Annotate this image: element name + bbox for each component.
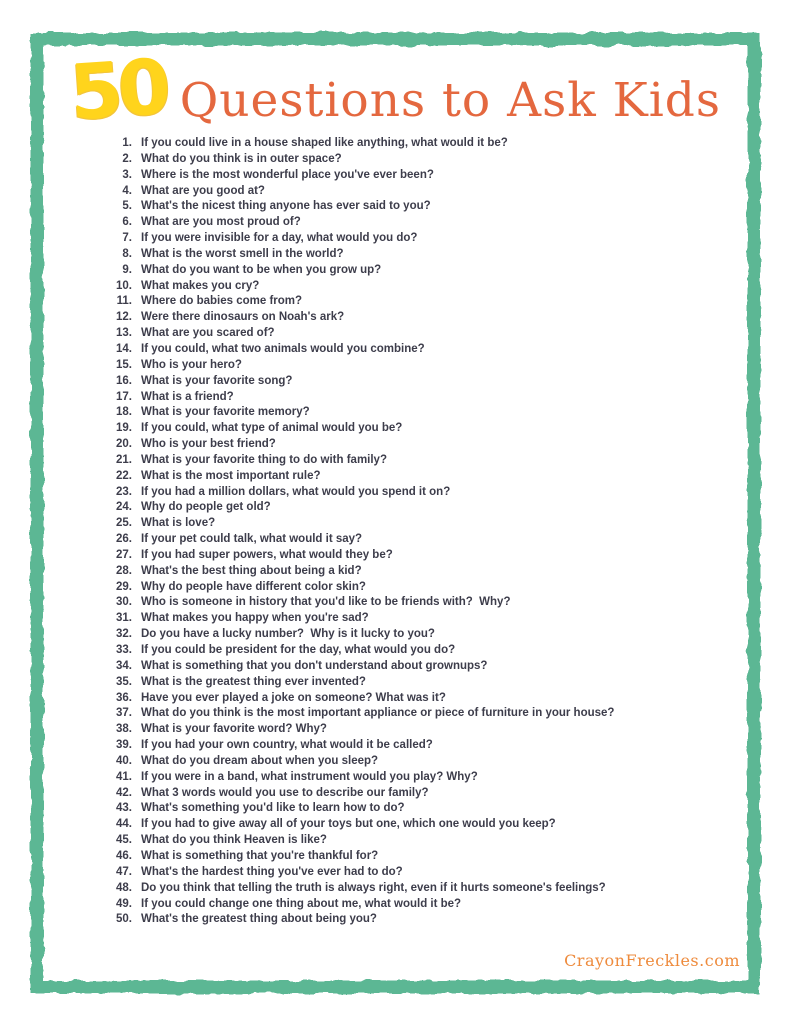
question-item [102,865,739,881]
question-item [102,152,739,168]
question-number: 41. [116,770,132,783]
question-text: What do you dream about when you sleep? [141,754,379,767]
question-text: What do you think is in outer space? [141,152,342,165]
question-item [102,627,739,643]
question-text: Do you think that telling the truth is always right, even if it hurts someone's feelings? [141,881,606,894]
question-item [102,564,739,580]
question-number: 44. [116,818,132,831]
question-number: 24. [116,501,132,514]
question-text: What is the most important rule? [141,469,321,482]
question-text: What 3 words would you use to describe our family? [141,786,429,799]
question-text: What do you think Heaven is like? [141,834,327,847]
question-text: If you were invisible for a day, what would you do? [141,232,418,245]
question-item [102,643,739,659]
question-item [102,247,739,263]
question-number: 23. [116,485,132,498]
question-number: 35. [116,675,132,688]
question-item [102,421,739,437]
question-number: 13. [116,327,132,340]
question-text: What is the worst smell in the world? [141,247,344,260]
question-number: 5. [122,200,132,213]
question-item [102,374,739,390]
question-item [102,722,739,738]
question-number: 36. [116,691,132,704]
question-number: 27. [116,548,132,561]
question-item [102,770,739,786]
question-number: 12. [116,311,132,324]
question-item [102,611,739,627]
question-item [102,833,739,849]
question-number: 48. [116,881,132,894]
question-text: What is your favorite thing to do with family? [141,453,387,466]
question-text: What is your favorite memory? [141,406,310,419]
question-text: What makes you cry? [141,279,260,292]
question-text: What is something that you're thankful for? [141,849,379,862]
question-item [102,453,739,469]
question-text: What's the nicest thing anyone has ever said to you? [141,200,431,213]
question-text: If your pet could talk, what would it say? [141,533,363,546]
question-item [102,548,739,564]
question-text: What is something that you don't understand about grownups? [141,659,488,672]
question-number: 45. [116,834,132,847]
question-text: What's the greatest thing about being you? [141,913,377,926]
question-item [102,215,739,231]
questions-list [102,136,739,928]
question-text: Where do babies come from? [141,295,303,308]
question-number: 46. [116,849,132,862]
question-number: 8. [122,247,132,260]
question-number: 32. [116,628,132,641]
question-text: If you had your own country, what would it be called? [141,739,433,752]
question-number: 49. [116,897,132,910]
question-text: Why do people have different color skin? [141,580,366,593]
question-number: 1. [122,137,132,149]
question-item [102,310,739,326]
question-number: 43. [116,802,132,815]
question-text: What are you good at? [141,184,265,197]
question-text: If you were in a band, what instrument would you play? Why? [141,770,478,783]
question-number: 19. [116,422,132,435]
question-item [102,912,739,928]
question-text: Who is your best friend? [141,438,276,451]
question-text: Who is your hero? [141,358,242,371]
question-number: 3. [122,168,132,181]
question-item [102,199,739,215]
question-item [102,358,739,374]
question-text: If you had a million dollars, what would you spend it on? [141,485,451,498]
question-number: 18. [116,406,132,419]
question-item [102,532,739,548]
question-number: 2. [122,152,132,165]
question-number: 22. [116,469,132,482]
question-number: 30. [116,596,132,609]
question-text: What makes you happy when you're sad? [141,612,369,625]
question-number: 17. [116,390,132,403]
site-credit: CrayonFreckles.com [564,951,740,970]
question-text: If you could be president for the day, what would you do? [141,644,456,656]
question-text: What are you scared of? [141,327,275,340]
question-number: 50. [116,913,132,926]
question-item [102,801,739,817]
question-text: What do you think is the most important appliance or piece of furniture in your house? [141,707,615,720]
question-item [102,342,739,358]
page-title [44,41,747,138]
question-number: 14. [116,342,132,355]
question-text: What's the best thing about being a kid? [141,564,362,577]
question-text: Why do people get old? [141,501,271,514]
question-text: What is the greatest thing ever invented? [141,675,366,688]
question-number: 26. [116,533,132,546]
question-number: 11. [116,295,132,308]
question-number: 40. [116,754,132,767]
question-item [102,263,739,279]
question-number: 25. [116,517,132,530]
question-number: 42. [116,786,132,799]
question-text: Who is someone in history that you'd like to be friends with? Why? [141,596,511,609]
question-item [102,691,739,707]
question-item [102,817,739,833]
title-number: 50 [66,41,169,138]
question-item [102,881,739,897]
question-number: 20. [116,438,132,451]
question-item [102,168,739,184]
question-number: 6. [122,216,132,229]
question-number: 39. [116,739,132,752]
question-text: If you could, what two animals would you combine? [141,342,425,355]
question-text: Were there dinosaurs on Noah's ark? [141,311,345,324]
title-text: Questions to Ask Kids [179,73,721,128]
question-item [102,136,739,152]
question-number: 9. [122,263,132,276]
question-number: 7. [122,232,132,245]
question-text: What do you want to be when you grow up? [141,263,382,276]
question-number: 28. [116,564,132,577]
question-item [102,184,739,200]
question-number: 34. [116,659,132,672]
question-item [102,231,739,247]
question-item [102,706,739,722]
question-text: If you could, what type of animal would you be? [141,422,403,435]
question-item [102,326,739,342]
question-number: 10. [116,279,132,292]
question-text: If you could live in a house shaped like anything, what would it be? [141,137,508,149]
question-item [102,294,739,310]
question-item [102,485,739,501]
question-text: What are you most proud of? [141,216,301,229]
question-number: 37. [116,707,132,720]
question-item [102,500,739,516]
question-text: If you had super powers, what would they be? [141,548,393,561]
question-number: 38. [116,723,132,736]
question-text: What is a friend? [141,390,234,403]
question-text: What is love? [141,517,216,530]
question-item [102,405,739,421]
question-text: If you could change one thing about me, what would it be? [141,897,462,910]
question-item [102,580,739,596]
question-item [102,849,739,865]
question-item [102,754,739,770]
question-item [102,897,739,913]
question-item [102,595,739,611]
question-number: 33. [116,644,132,656]
question-item [102,675,739,691]
question-number: 15. [116,358,132,371]
question-item [102,469,739,485]
question-item [102,516,739,532]
question-text: Have you ever played a joke on someone? What was it? [141,691,446,704]
question-item [102,659,739,675]
question-item [102,786,739,802]
question-number: 29. [116,580,132,593]
question-number: 21. [116,453,132,466]
question-text: Where is the most wonderful place you've ever been? [141,168,434,181]
question-number: 47. [116,865,132,878]
question-item [102,437,739,453]
question-text: Do you have a lucky number? Why is it lucky to you? [141,628,435,641]
question-item [102,738,739,754]
question-number: 16. [116,374,132,387]
question-text: What's the hardest thing you've ever had to do? [141,865,403,878]
question-number: 31. [116,612,132,625]
question-number: 4. [122,184,132,197]
question-item [102,279,739,295]
question-text: What is your favorite song? [141,374,293,387]
question-text: If you had to give away all of your toys but one, which one would you keep? [141,818,556,831]
question-item [102,390,739,406]
question-text: What's something you'd like to learn how to do? [141,802,405,815]
question-text: What is your favorite word? Why? [141,723,327,736]
